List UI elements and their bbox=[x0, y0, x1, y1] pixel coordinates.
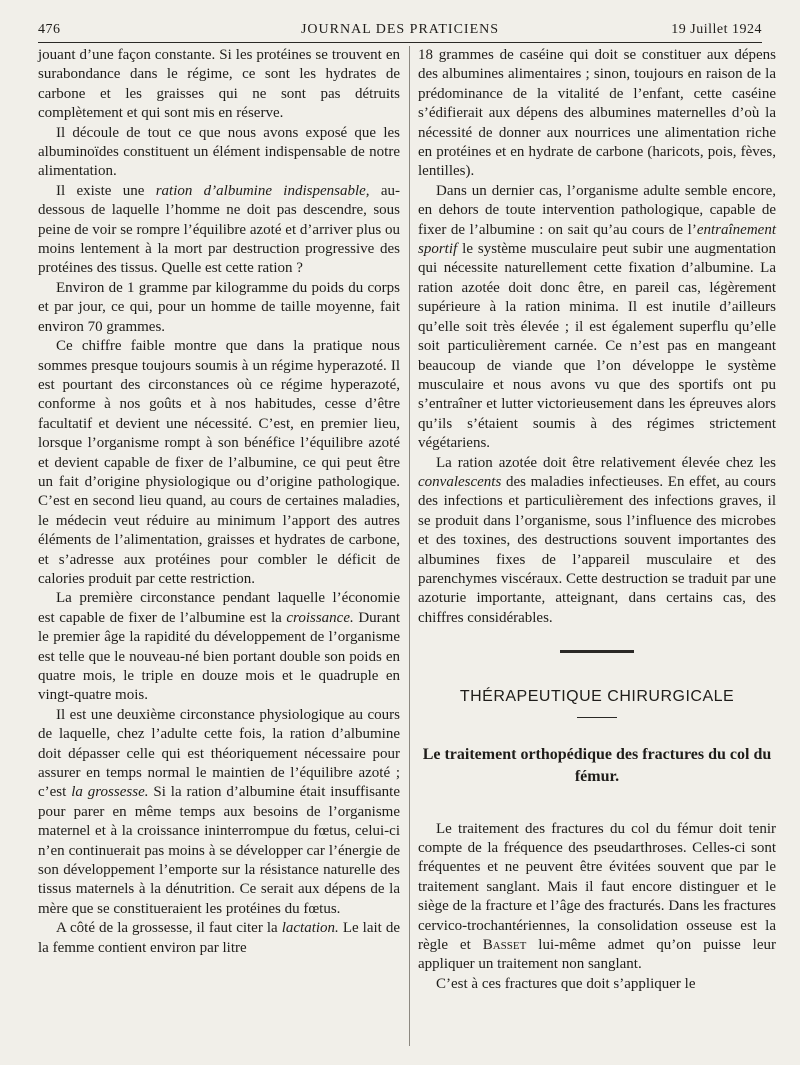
text-run: lui-même admet qu’on puisse leur appliquer un traitement non sanglant. bbox=[418, 937, 776, 973]
left-column bbox=[38, 46, 400, 958]
paragraph: Il découle de tout ce que nous avons exposé que les albuminoïdes constituent un élément indispensable de notre alimentation. bbox=[38, 124, 400, 180]
page-number: 476 bbox=[38, 22, 61, 37]
text-run: Il existe une bbox=[56, 182, 156, 199]
emphasis: lactation. bbox=[281, 920, 339, 937]
emphasis: croissance. bbox=[286, 609, 354, 626]
paragraph: 18 grammes de caséine qui doit se constituer aux dépens des albumines alimentaires ; sinon, toujours en raison de la prédominance de la vitalité de l’enfant, cette caséine s’édifierait aux dépens des albumines maternelles d’où la nécessité de donner aux nourrices une alimentation riche en protéines et en hydrate de carbone (haricots, pois, fèves, lentilles). bbox=[418, 47, 776, 180]
paragraph bbox=[418, 454, 776, 629]
right-column bbox=[418, 46, 776, 994]
paragraph bbox=[38, 706, 400, 919]
text-run: des maladies infectieuses. En effet, au cours des infections et particulièrement des infections graves, il se produit dans l’organisme, sous l’influence des microbes et des toxines, des destructions souvent importantes des albumines fixes de l’appareil musculaire et des parenchymes viscéraux. Cette destruction se traduit par une azoturie importante, atteignant, dans certains cas, des chiffres considérables. bbox=[418, 473, 776, 626]
article-title: Le traitement orthopédique des fractures du col du fémur. bbox=[422, 745, 772, 785]
text-run: Le traitement des fractures du col du fémur doit tenir compte de la fréquence des pseudarthroses. Celles-ci sont fréquentes et ne peuvent être évitées souvent que par le traitement sanglant. Mais il faut encore distinguer et le siège de la fracture et l’âge des fracturés. Dans les fractures cervico-trochantériennes, la consolidation osseuse est la règle et bbox=[418, 820, 776, 954]
paragraph bbox=[38, 589, 400, 705]
paragraph bbox=[38, 182, 400, 279]
text-run: Dans un dernier cas, l’organisme adulte semble encore, en dehors de toute intervention pathologique, capable de fixer de l’albumine : on sait qu’au cours de l’ bbox=[418, 182, 776, 238]
text-run: au-dessous de laquelle l’homme ne doit pas descendre, sous peine de voir se rompre l’équilibre azoté et d’arriver plus ou moins lentement à la mort par destruction progressive des protéines des tissus. Quelle est cette ration ? bbox=[38, 182, 400, 277]
text-run: Il est une deuxième circonstance physiologique au cours de laquelle, chez l’adulte cette fois, la ration d’albumine doit dépasser celle qui est théoriquement nécessaire pour assurer en temps normal le maintien de l’équilibre azoté ; c’est bbox=[38, 706, 400, 801]
emphasis: ration d’albumine indispensable, bbox=[155, 182, 370, 199]
text-run: La première circonstance pendant laquelle l’économie est capable de fixer de l’albumine est la bbox=[38, 590, 400, 626]
paragraph: C’est à ces fractures que doit s’appliquer le bbox=[436, 975, 696, 992]
emphasis: convalescents bbox=[418, 473, 502, 490]
text-run: La ration azotée doit être relativement élevée chez les bbox=[436, 454, 776, 471]
section-separator bbox=[560, 650, 634, 653]
paragraph bbox=[38, 919, 400, 958]
article-body bbox=[418, 820, 776, 995]
section-title: THÉRAPEUTIQUE CHIRURGICALE bbox=[459, 688, 735, 706]
column-divider bbox=[409, 46, 410, 1046]
section-underline bbox=[577, 717, 617, 718]
text-run: A côté de la grossesse, il faut citer la bbox=[56, 920, 282, 937]
author-name: Basset bbox=[482, 937, 527, 954]
paragraph: jouant d’une façon constante. Si les protéines se trouvent en surabondance dans le régime, ce sont les hydrates de carbone et les graisses qui ne sont pas détruits complètement et qui sont mis en réserve. bbox=[38, 47, 400, 122]
issue-date: 19 Juillet 1924 bbox=[671, 22, 762, 37]
emphasis: la grossesse. bbox=[71, 784, 149, 801]
text-run: Si la ration d’albumine était insuffisante pour parer en même temps aux besoins de l’organisme maternel et à la croissance ininterrompue du fœtus, celui-ci n’en continuerait pas moins à se développer car l’énergie de son développement l’emporte sur la résistance naturelle des tissus maternels à la dénutrition. Ce serait aux dépens de la mère que se constitueraient les protéines du fœtus. bbox=[38, 784, 400, 917]
page-header bbox=[38, 20, 762, 43]
text-run: Le lait de la femme contient environ par litre bbox=[38, 920, 401, 956]
paragraph: Environ de 1 gramme par kilogramme du poids du corps et par jour, ce qui, pour un homme de taille moyenne, fait environ 70 grammes. bbox=[38, 279, 400, 335]
text-run: le système musculaire peut subir une augmentation qui nécessite naturellement cette fixation d’albumine. La ration azotée doit donc être, en pareil cas, légèrement supérieure à la ration minima. Il est inutile d’ailleurs qu’elle soit très élevée ; il est également superflu qu’elle soit particulièrement carnée. Ce n’est pas en mangeant beaucoup de viande que l’on développe le système musculaire et nous avons vu que des sportifs ont pu s’entraîner et lutter victorieusement dans les épreuves alors qu’ils s’étaient soumis à des régimes strictement végétariens. bbox=[418, 241, 776, 452]
paragraph: Ce chiffre faible montre que dans la pratique nous sommes presque toujours soumis à un régime hyperazoté. Il est pourtant des circonstances où ce régime hyperazoté, conforme à nos goûts et à nos habitudes, cesse d’être facultatif et devient une nécessité. C’est, en premier lieu, lorsque l’organisme rompt à son bénéfice l’équilibre azoté et devient capable de fixer de l’albumine, ce qui peut être un fait d’origine physiologique ou d’origine pathologique. C’est en second lieu quand, au cours de certaines maladies, le médecin veut réduire au minimum l’apport des autres éléments de l’alimentation, graisses et hydrates de carbone, et s’adresse aux protéines pour combler le déficit de calories produit par cette restriction. bbox=[38, 338, 400, 587]
emphasis: entraînement sportif bbox=[418, 221, 776, 258]
paragraph bbox=[418, 182, 776, 454]
text-run: Durant le premier âge la rapidité du développement de l’organisme est telle que le nouveau-né bien portant double son poids en quatre mois, le triple en douze mois et le quadruple en vingt-quatre mois. bbox=[38, 609, 401, 704]
paragraph bbox=[418, 820, 776, 975]
journal-title: JOURNAL DES PRATICIENS bbox=[300, 22, 500, 37]
